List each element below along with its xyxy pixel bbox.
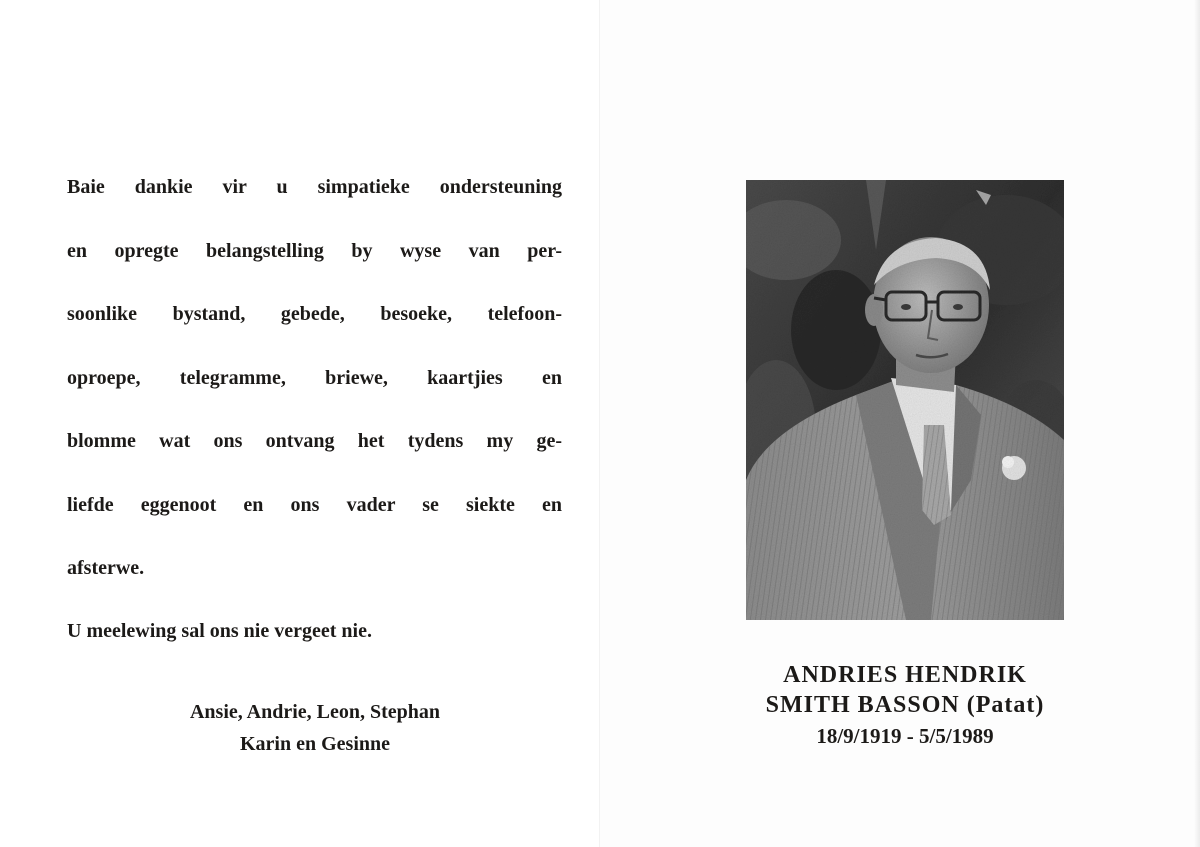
message-line: liefde eggenoot en ons vader se siekte en xyxy=(67,493,562,516)
life-dates: 18/9/1919 - 5/5/1989 xyxy=(816,724,994,748)
message-line: en opregte belangstelling by wyse van per- xyxy=(67,239,562,262)
family-signature xyxy=(105,696,525,760)
message-line: soonlike bystand, gebede, besoeke, telefoon- xyxy=(67,303,562,325)
thank-you-message xyxy=(67,168,562,613)
signature-line: Ansie, Andrie, Leon, Stephan xyxy=(189,701,441,723)
message-line: afsterwe. xyxy=(67,557,145,579)
message-line: oproepe, telegramme, briewe, kaartjies en xyxy=(67,366,562,389)
signature-line: Karin en Gesinne xyxy=(239,733,390,755)
message-line: Baie dankie vir u simpatieke ondersteuning xyxy=(67,176,562,198)
deceased-details xyxy=(700,660,1110,752)
deceased-name-line: ANDRIES HENDRIK xyxy=(783,662,1027,688)
deceased-name-line: SMITH BASSON (Patat) xyxy=(765,692,1045,718)
card-edge xyxy=(1194,0,1200,847)
closing-sentence: U meelewing sal ons nie vergeet nie. xyxy=(67,620,372,642)
message-line: blomme wat ons ontvang het tydens my ge- xyxy=(67,430,562,452)
portrait-photo xyxy=(746,180,1064,620)
